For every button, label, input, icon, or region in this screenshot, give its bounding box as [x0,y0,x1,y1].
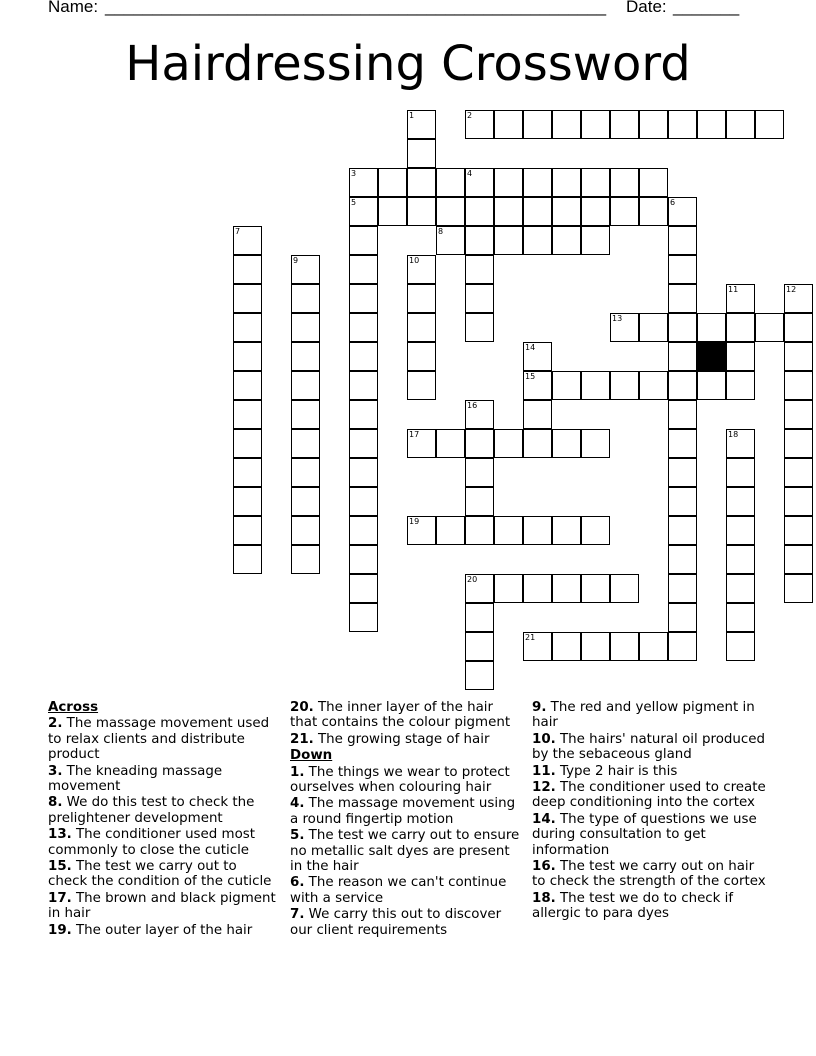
clue-label: 8. [48,795,63,811]
grid-cell[interactable] [407,168,436,197]
clue-number: 13 [612,314,623,323]
grid-cell[interactable] [668,313,697,342]
grid-cell[interactable] [552,429,581,458]
clue-label: 10. [532,731,556,747]
grid-cell[interactable] [407,371,436,400]
name-label: Name: [48,0,99,16]
clue-text: The red and yellow pigment in hair [532,700,755,731]
grid-cell[interactable] [378,197,407,226]
grid-cell[interactable] [668,197,697,226]
grid-cell[interactable] [581,371,610,400]
clue-label: 3. [48,763,63,779]
grid-cell[interactable] [291,371,320,400]
clue-text: The inner layer of the hair that contains the colour pigment [290,700,511,731]
grid-cell[interactable] [349,255,378,284]
grid-cell[interactable] [523,632,552,661]
grid-cell[interactable] [639,110,668,139]
clue-item [532,859,768,890]
grid-cell[interactable] [581,574,610,603]
grid-cell[interactable] [784,545,813,574]
grid-cell[interactable] [291,458,320,487]
grid-cell[interactable] [523,226,552,255]
grid-cell[interactable] [233,371,262,400]
grid-cell[interactable] [523,197,552,226]
grid-cell[interactable] [726,110,755,139]
grid-cell[interactable] [494,516,523,545]
grid-cell[interactable] [349,197,378,226]
clue-item [290,732,522,747]
grid-cell[interactable] [233,516,262,545]
clue-label: 21. [290,731,314,747]
grid-cell[interactable] [349,342,378,371]
grid-cell[interactable] [291,429,320,458]
grid-cell[interactable] [639,632,668,661]
clue-number: 12 [786,285,797,294]
grid-cell[interactable] [726,284,755,313]
clue-number: 1 [409,111,415,120]
grid-cell[interactable] [291,487,320,516]
grid-cell[interactable] [233,400,262,429]
grid-cell[interactable] [610,574,639,603]
clue-number: 18 [728,430,739,439]
grid-cell[interactable] [407,110,436,139]
grid-cell[interactable] [349,168,378,197]
grid-cell[interactable] [494,168,523,197]
clue-item [290,875,522,906]
grid-cell[interactable] [349,487,378,516]
grid-cell[interactable] [233,255,262,284]
grid-cell[interactable] [784,342,813,371]
grid-cell[interactable] [291,313,320,342]
clue-text: The test we carry out to check the condition of the cuticle [48,859,272,890]
grid-cell[interactable] [668,487,697,516]
grid-cell[interactable] [494,110,523,139]
grid-cell[interactable] [668,458,697,487]
clue-number: 20 [467,575,478,584]
clue-label: 9. [532,700,547,715]
grid-cell[interactable] [726,574,755,603]
grid-cell[interactable] [726,545,755,574]
clue-item [290,907,522,938]
grid-cell[interactable] [523,110,552,139]
grid-cell[interactable] [465,661,494,690]
grid-cell[interactable] [523,429,552,458]
grid-cell[interactable] [233,342,262,371]
grid-cell[interactable] [784,284,813,313]
grid-cell[interactable] [465,458,494,487]
grid-cell[interactable] [639,313,668,342]
grid-cell[interactable] [726,342,755,371]
grid-cell[interactable] [349,516,378,545]
grid-cell[interactable] [726,487,755,516]
clue-number: 21 [525,633,536,642]
grid-cell[interactable] [465,487,494,516]
grid-cell[interactable] [639,197,668,226]
grid-cell[interactable] [523,342,552,371]
date-label: Date: [626,0,667,16]
grid-cell[interactable] [697,313,726,342]
clue-number: 19 [409,517,420,526]
grid-cell[interactable] [349,400,378,429]
grid-cell[interactable] [668,284,697,313]
grid-cell[interactable] [784,371,813,400]
grid-cell[interactable] [726,371,755,400]
clue-text: The test we do to check if allergic to para dyes [532,890,734,922]
grid-cell[interactable] [697,371,726,400]
grid-cell[interactable] [465,574,494,603]
grid-cell[interactable] [697,110,726,139]
across-heading: Across [48,700,99,715]
clue-label: 13. [48,827,72,843]
grid-cell[interactable] [494,226,523,255]
page-title: Hairdressing Crossword [125,36,691,92]
clue-item [532,812,768,858]
clue-number: 15 [525,372,536,381]
grid-cell[interactable] [436,226,465,255]
grid-cell[interactable] [233,284,262,313]
grid-cell[interactable] [523,168,552,197]
clue-label: 16. [532,859,556,875]
clue-number: 8 [438,227,444,236]
clue-label: 14. [532,811,556,827]
clue-text: Type 2 hair is this [555,763,678,779]
grid-cell[interactable] [436,168,465,197]
clue-text: The type of questions we use during consultation to get information [532,811,757,858]
grid-cell[interactable] [581,516,610,545]
grid-cell[interactable] [784,313,813,342]
clue-text: The conditioner used to create deep conditioning into the cortex [532,780,766,811]
grid-cell[interactable] [378,168,407,197]
clue-item [290,828,522,874]
clue-item [48,923,280,938]
grid-cell[interactable] [349,226,378,255]
clue-label: 5. [290,828,305,844]
clue-number: 14 [525,343,536,352]
clue-label: 11. [532,763,556,779]
grid-cell[interactable] [552,574,581,603]
clue-text: The growing stage of hair [313,731,490,747]
grid-cell[interactable] [610,197,639,226]
grid-cell[interactable] [523,400,552,429]
grid-cell[interactable] [465,255,494,284]
grid-cell[interactable] [523,516,552,545]
grid-cell[interactable] [726,632,755,661]
grid-cell[interactable] [668,255,697,284]
clue-text: The things we wear to protect ourselves when colouring hair [290,764,510,796]
clue-label: 1. [290,764,305,780]
clue-label: 17. [48,890,72,906]
grid-cell[interactable] [349,458,378,487]
clue-text: The reason we can't continue with a service [290,875,507,906]
clue-number: 4 [467,169,473,178]
grid-cell[interactable] [784,487,813,516]
grid-cell[interactable] [233,458,262,487]
clues-column-1 [48,700,280,939]
grid-cell[interactable] [784,574,813,603]
clue-number: 5 [351,198,357,207]
grid-cell[interactable] [465,400,494,429]
grid-cell[interactable] [233,487,262,516]
grid-cell[interactable] [610,168,639,197]
clue-label: 12. [532,780,556,796]
clue-item [48,859,280,890]
grid-cell[interactable] [291,516,320,545]
grid-cell[interactable] [639,168,668,197]
grid-cell[interactable] [465,603,494,632]
name-field: _____________________________________________________ [105,0,607,16]
grid-cell[interactable] [233,429,262,458]
grid-cell[interactable] [610,313,639,342]
clue-text: The kneading massage movement [48,763,223,795]
clue-label: 7. [290,907,305,923]
clues-column-3 [532,700,768,923]
clue-label: 2. [48,716,63,732]
grid-cell[interactable] [552,632,581,661]
clue-number: 3 [351,169,357,178]
grid-cell[interactable] [291,400,320,429]
grid-cell[interactable] [784,516,813,545]
clue-item [48,891,280,922]
clue-item [48,764,280,795]
date-field: _______ [673,0,740,16]
grid-cell[interactable] [407,313,436,342]
clue-label: 15. [48,859,72,875]
grid-cell[interactable] [610,371,639,400]
grid-cell[interactable] [494,574,523,603]
grid-cell[interactable] [552,168,581,197]
grid-cell[interactable] [349,429,378,458]
grid-cell[interactable] [668,516,697,545]
grid-cell[interactable] [436,197,465,226]
grid-cell[interactable] [581,110,610,139]
grid-cell[interactable] [465,197,494,226]
clue-text: The conditioner used most commonly to close the cuticle [48,827,255,858]
grid-cell[interactable] [610,110,639,139]
clue-number: 11 [728,285,739,294]
clue-label: 20. [290,700,314,715]
grid-cell[interactable] [349,371,378,400]
clue-item [532,891,768,922]
grid-cell[interactable] [465,313,494,342]
grid-cell[interactable] [726,516,755,545]
grid-cell[interactable] [465,632,494,661]
clue-label: 19. [48,922,72,938]
clue-text: We do this test to check the prelightener development [48,795,255,826]
grid-cell[interactable] [291,545,320,574]
clue-number: 17 [409,430,420,439]
grid-cell[interactable] [233,313,262,342]
clue-item [48,827,280,858]
grid-cell[interactable] [523,371,552,400]
clue-item [290,796,522,827]
down-heading: Down [290,748,333,764]
grid-cell[interactable] [581,429,610,458]
clues-column-2 [290,700,522,939]
grid-cell[interactable] [581,168,610,197]
clue-item [532,732,768,763]
grid-cell[interactable] [349,545,378,574]
grid-cell[interactable] [436,429,465,458]
clue-number: 2 [467,111,473,120]
grid-cell[interactable] [668,632,697,661]
clue-number: 6 [670,198,676,207]
grid-cell[interactable] [726,313,755,342]
grid-cell[interactable] [668,429,697,458]
clue-text: The outer layer of the hair [71,922,253,938]
grid-cell[interactable] [465,429,494,458]
grid-cell[interactable] [668,400,697,429]
grid-cell[interactable] [639,371,668,400]
clue-item [532,780,768,811]
grid-cell[interactable] [349,284,378,313]
grid-cell[interactable] [581,197,610,226]
grid-cell[interactable] [668,371,697,400]
grid-cell[interactable] [726,429,755,458]
clue-label: 6. [290,875,305,891]
grid-cell[interactable] [407,284,436,313]
grid-cell[interactable] [552,197,581,226]
grid-cell[interactable] [726,603,755,632]
grid-cell[interactable] [465,284,494,313]
grid-cell[interactable] [436,516,465,545]
grid-cell[interactable] [552,110,581,139]
grid-cell[interactable] [610,632,639,661]
grid-cell[interactable] [291,342,320,371]
grid-cell[interactable] [668,574,697,603]
clue-item [290,765,522,796]
clue-text: The hairs' natural oil produced by the sebaceous gland [532,731,765,763]
clue-text: The massage movement used to relax clients and distribute product [48,716,270,763]
grid-cell[interactable] [494,197,523,226]
grid-cell[interactable] [755,110,784,139]
grid-cell[interactable] [668,110,697,139]
clue-text: The massage movement using a round fingertip motion [290,796,516,827]
grid-cell[interactable] [291,284,320,313]
grid-cell[interactable] [465,168,494,197]
grid-cell[interactable] [552,226,581,255]
clue-number: 16 [467,401,478,410]
grid-cell[interactable] [407,197,436,226]
clue-item [48,716,280,762]
grid-cell[interactable] [465,110,494,139]
grid-cell[interactable] [668,545,697,574]
grid-cell[interactable] [291,255,320,284]
grid-cell[interactable] [523,574,552,603]
grid-cell[interactable] [349,603,378,632]
grid-cell[interactable] [784,429,813,458]
grid-cell[interactable] [755,313,784,342]
grid-cell[interactable] [668,226,697,255]
grid-cell[interactable] [465,516,494,545]
grid-cell[interactable] [668,342,697,371]
grid-cell-shaded [697,342,726,371]
grid-cell[interactable] [233,226,262,255]
grid-cell[interactable] [465,226,494,255]
clue-text: We carry this out to discover our client requirements [290,907,502,938]
grid-cell[interactable] [726,458,755,487]
grid-cell[interactable] [784,458,813,487]
clue-number: 7 [235,227,241,236]
clue-item [532,764,768,779]
clue-label: 18. [532,890,556,906]
grid-cell[interactable] [349,313,378,342]
clue-number: 10 [409,256,420,265]
grid-cell[interactable] [552,371,581,400]
clue-text: The test we carry out on hair to check the strength of the cortex [532,859,766,890]
grid-cell[interactable] [407,429,436,458]
grid-cell[interactable] [668,603,697,632]
grid-cell[interactable] [552,516,581,545]
grid-cell[interactable] [349,574,378,603]
grid-cell[interactable] [407,342,436,371]
grid-cell[interactable] [407,516,436,545]
grid-cell[interactable] [581,632,610,661]
grid-cell[interactable] [494,429,523,458]
clue-item [290,700,522,731]
clue-item [532,700,768,731]
clue-item [48,795,280,826]
clue-number: 9 [293,256,299,265]
grid-cell[interactable] [407,139,436,168]
grid-cell[interactable] [581,226,610,255]
grid-cell[interactable] [233,545,262,574]
clue-text: The brown and black pigment in hair [48,890,276,922]
clue-text: The test we carry out to ensure no metallic salt dyes are present in the hair [290,828,520,875]
grid-cell[interactable] [784,400,813,429]
grid-cell[interactable] [407,255,436,284]
clue-label: 4. [290,796,305,812]
